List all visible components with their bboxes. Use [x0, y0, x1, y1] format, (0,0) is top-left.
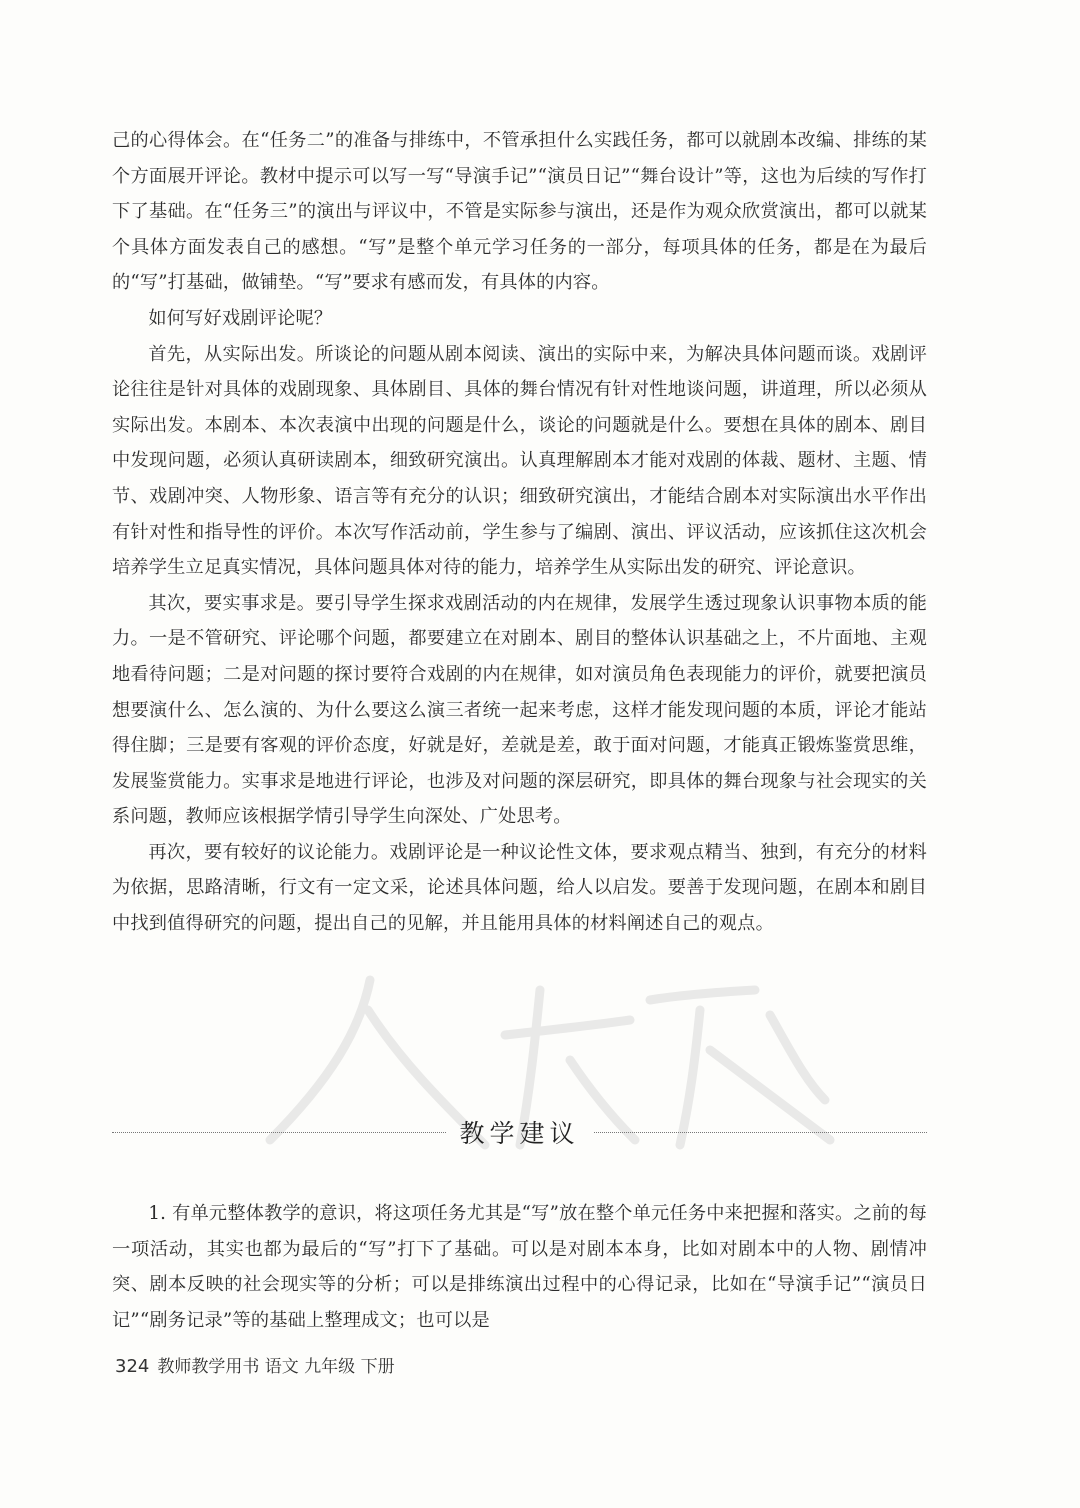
page-footer — [115, 1352, 395, 1377]
paragraph-third-point: 再次，要有较好的议论能力。戏剧评论是一种议论性文体，要求观点精当、独到，有充分的材料为依据，思路清晰，行文有一定文采，论述具体问题，给人以启发。要善于发现问题，在剧本和剧目中找到值得研究的问题，提出自己的见解，并且能用具体的材料阐述自己的观点。 — [112, 841, 927, 935]
paragraph-second-point: 其次，要实事求是。要引导学生探求戏剧活动的内在规律，发展学生透过现象认识事物本质的能力。一是不管研究、评论哪个问题，都要建立在对剧本、剧目的整体认识基础之上，不片面地、主观地看待问题；二是对问题的探讨要符合戏剧的内在规律，如对演员角色表现能力的评价，就要把演员想要演什么、怎么演的、为什么要这么演三者统一起来考虑，这样才能发现问题的本质，评论才能站得住脚；三是要有客观的评价态度，好就是好，差就是差，敢于面对问题，才能真正锻炼鉴赏思维，发展鉴赏能力。实事求是地进行评论，也涉及对问题的深层研究，即具体的舞台现象与社会现实的关系问题，教师应该根据学情引导学生向深处、广处思考。 — [112, 592, 927, 828]
body-text — [112, 123, 927, 942]
page-number: 324 — [115, 1356, 150, 1377]
book-title: 教师教学用书 语文 九年级 下册 — [157, 1357, 395, 1377]
heading-divider-left — [112, 1132, 446, 1133]
paragraph-question: 如何写好戏剧评论呢？ — [148, 307, 333, 329]
heading-divider-right — [594, 1132, 928, 1133]
section-title: 教学建议 — [459, 1119, 580, 1148]
suggestion-item: 1. 有单元整体教学的意识，将这项任务尤其是“写”放在整个单元任务中来把握和落实。之前的每一项活动，其实也都为最后的“写”打下了基础。可以是对剧本本身，比如对剧本中的人物、剧情冲突、剧本反映的社会现实等的分析；可以是排练演出过程中的心得记录，比如在“导演手记”“演员日记”“剧务记录”等的基础上整理成文；也可以是 — [112, 1203, 927, 1331]
section-heading — [112, 1112, 927, 1152]
paragraph-first-point: 首先，从实际出发。所谈论的问题从剧本阅读、演出的实际中来，为解决具体问题而谈。戏剧评论往往是针对具体的戏剧现象、具体剧目、具体的舞台情况有针对性地谈问题，讲道理，所以必须从实际出发。本剧本、本次表演中出现的问题是什么，谈论的问题就是什么。要想在具体的剧本、剧目中发现问题，必须认真研读剧本，细致研究演出。认真理解剧本才能对戏剧的体裁、题材、主题、情节、戏剧冲突、人物形象、语言等有充分的认识；细致研究演出，才能结合剧本对实际演出水平作出有针对性和指导性的评价。本次写作活动前，学生参与了编剧、演出、评议活动，应该抓住这次机会培养学生立足真实情况，具体问题具体对待的能力，培养学生从实际出发的研究、评论意识。 — [112, 343, 927, 579]
teaching-suggestions — [112, 1196, 927, 1338]
paragraph-continuation: 己的心得体会。在“任务二”的准备与排练中，不管承担什么实践任务，都可以就剧本改编、排练的某个方面展开评论。教材中提示可以写一写“导演手记”“演员日记”“舞台设计”等，这也为后续的写作打下了基础。在“任务三”的演出与评议中，不管是实际参与演出，还是作为观众欣赏演出，都可以就某个具体方面发表自己的感想。“写”是整个单元学习任务的一部分，每项具体的任务，都是在为最后的“写”打基础，做铺垫。“写”要求有感而发，有具体的内容。 — [112, 130, 927, 294]
